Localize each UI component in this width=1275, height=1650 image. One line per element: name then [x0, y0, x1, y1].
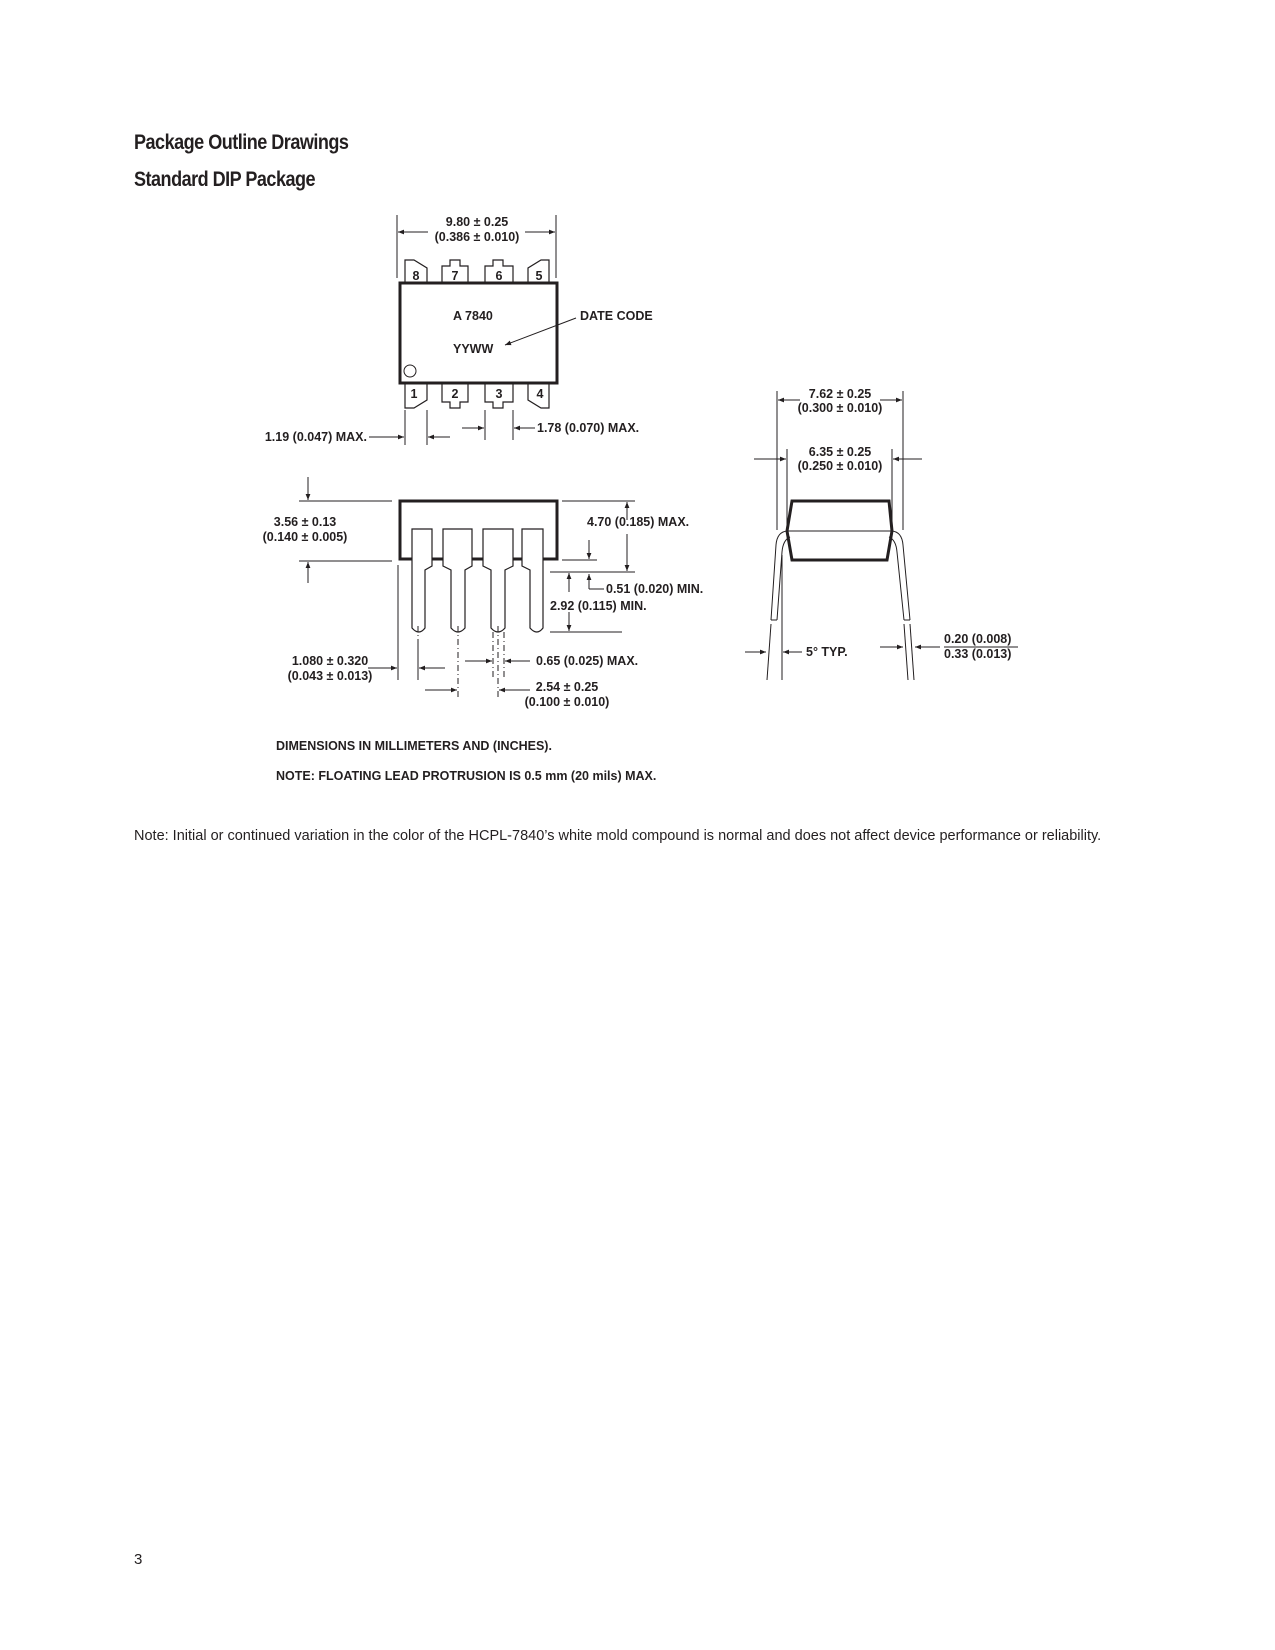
row-spacing-mm: 7.62 ± 0.25	[808, 387, 872, 401]
part-marking: A 7840	[453, 309, 493, 323]
end-view	[745, 387, 1018, 680]
pin-label: 8	[412, 269, 420, 283]
end-offset-mm: 1.080 ± 0.320	[291, 654, 369, 668]
mold-compound-note: Note: Initial or continued variation in the color of the HCPL-7840’s white mold compound is normal and does not affect device performance or reliability.	[134, 828, 1102, 844]
end-offset-in: (0.043 ± 0.013)	[287, 669, 373, 683]
standoff: 0.51 (0.020) MIN.	[606, 582, 704, 596]
pin-label: 7	[451, 269, 459, 283]
pin-label: 1	[410, 387, 418, 401]
row-spacing-in: (0.300 ± 0.010)	[797, 401, 883, 415]
pitch-mm: 2.54 ± 0.25	[535, 680, 599, 694]
lead-thickness-max: 0.33 (0.013)	[944, 647, 1012, 661]
subsection-heading: Standard DIP Package	[134, 168, 316, 191]
pin-label: 5	[535, 269, 543, 283]
pin-label: 2	[451, 387, 459, 401]
body-height-mm: 3.56 ± 0.13	[273, 515, 337, 529]
section-heading: Package Outline Drawings	[134, 131, 349, 154]
total-height: 4.70 (0.185) MAX.	[587, 515, 690, 529]
body-width-mm: 6.35 ± 0.25	[808, 445, 872, 459]
package-body-top	[400, 283, 557, 383]
pin-width-mid: 1.78 (0.070) MAX.	[537, 421, 640, 435]
pin-label: 6	[495, 269, 503, 283]
top-view	[265, 215, 653, 445]
width-mm: 9.80 ± 0.25	[445, 215, 509, 229]
body-height-in: (0.140 ± 0.005)	[262, 530, 348, 544]
pin-width-end: 1.19 (0.047) MAX.	[264, 430, 367, 444]
units-note: DIMENSIONS IN MILLIMETERS AND (INCHES).	[276, 739, 552, 753]
side-view	[263, 477, 704, 709]
date-code: YYWW	[453, 342, 494, 356]
left-lead	[771, 531, 790, 620]
lead-length: 2.92 (0.115) MIN.	[550, 599, 647, 613]
page-number: 3	[134, 1551, 143, 1568]
lead-thickness-min: 0.20 (0.008)	[944, 632, 1012, 646]
lead-width: 0.65 (0.025) MAX.	[536, 654, 639, 668]
pin-label: 3	[495, 387, 503, 401]
body-width-in: (0.250 ± 0.010)	[797, 459, 883, 473]
pitch-in: (0.100 ± 0.010)	[524, 695, 610, 709]
protrusion-note: NOTE: FLOATING LEAD PROTRUSION IS 0.5 mm (20 mils) MAX.	[276, 769, 657, 783]
right-lead	[889, 531, 910, 620]
date-code-label: DATE CODE	[580, 309, 653, 323]
lead-angle: 5° TYP.	[806, 645, 848, 659]
pin-label: 4	[536, 387, 544, 401]
width-in: (0.386 ± 0.010)	[434, 230, 520, 244]
